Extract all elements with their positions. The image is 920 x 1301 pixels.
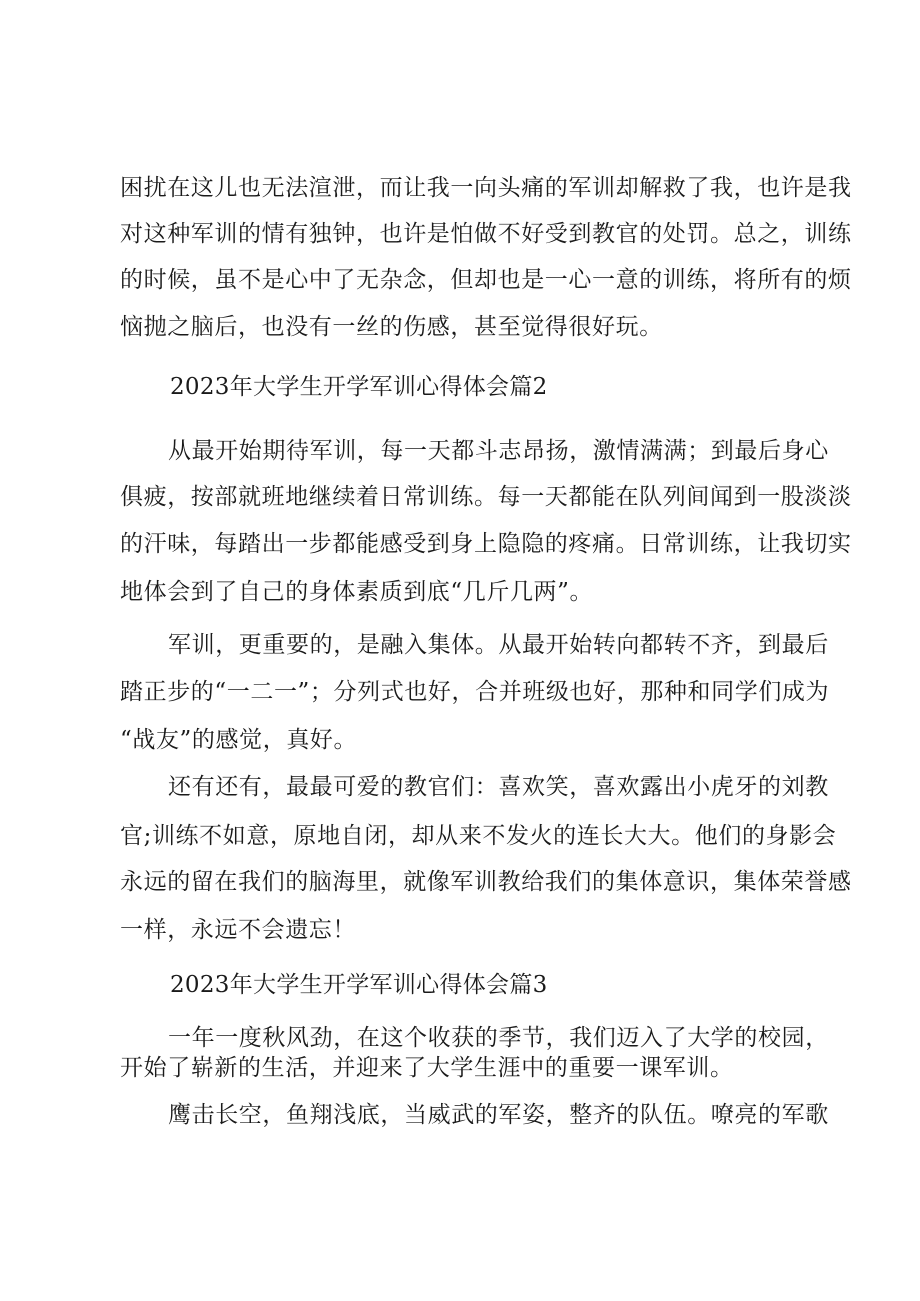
paragraph-4-line-2: 官;训练不如意，原地自闭，却从来不发火的连长大大。他们的身影会 bbox=[120, 823, 837, 849]
paragraph-1-line-3: 的时候，虽不是心中了无杂念，但却也是一心一意的训练，将所有的烦 bbox=[120, 267, 852, 293]
section-heading-3: 2023年大学生开学军训心得体会篇3 bbox=[170, 972, 548, 998]
paragraph-5-line-2: 开始了崭新的生活，并迎来了大学生涯中的重要一课军训。 bbox=[120, 1055, 734, 1081]
paragraph-2-line-4: 地体会到了自己的身体素质到底“几斤几两”。 bbox=[120, 579, 594, 605]
paragraph-1-line-4: 恼抛之脑后，也没有一丝的伤感，甚至觉得很好玩。 bbox=[120, 314, 663, 340]
paragraph-1-line-1: 困扰在这儿也无法渲泄，而让我一向头痛的军训却解救了我，也许是我 bbox=[120, 175, 852, 201]
paragraph-2-line-3: 的汗味，每踏出一步都能感受到身上隐隐的疼痛。日常训练，让我切实 bbox=[120, 531, 852, 557]
paragraph-3-line-2: 踏正步的“一二一”；分列式也好，合并班级也好，那种和同学们成为 bbox=[120, 679, 830, 705]
paragraph-5-line-1: 一年一度秋风劲，在这个收获的季节，我们迈入了大学的校园， bbox=[168, 1025, 829, 1051]
paragraph-4-line-4: 一样，永远不会遗忘！ bbox=[120, 917, 356, 943]
paragraph-3-line-1: 军训，更重要的，是融入集体。从最开始转向都转不齐，到最后 bbox=[168, 632, 829, 658]
section-heading-2: 2023年大学生开学军训心得体会篇2 bbox=[170, 374, 548, 400]
paragraph-2-line-2: 俱疲，按部就班地继续着日常训练。每一天都能在队列间闻到一股淡淡 bbox=[120, 484, 852, 510]
paragraph-4-line-1: 还有还有，最最可爱的教官们：喜欢笑，喜欢露出小虎牙的刘教 bbox=[168, 774, 829, 800]
paragraph-1-line-2: 对这种军训的情有独钟，也许是怕做不好受到教官的处罚。总之，训练 bbox=[120, 221, 852, 247]
paragraph-4-line-3: 永远的留在我们的脑海里，就像军训教给我们的集体意识，集体荣誉感 bbox=[120, 869, 852, 895]
paragraph-2-line-1: 从最开始期待军训，每一天都斗志昂扬，激情满满；到最后身心 bbox=[168, 438, 829, 464]
paragraph-6-line-1: 鹰击长空，鱼翔浅底，当威武的军姿，整齐的队伍。嘹亮的军歌 bbox=[168, 1102, 829, 1128]
paragraph-3-line-3: “战友”的感觉，真好。 bbox=[120, 727, 358, 753]
